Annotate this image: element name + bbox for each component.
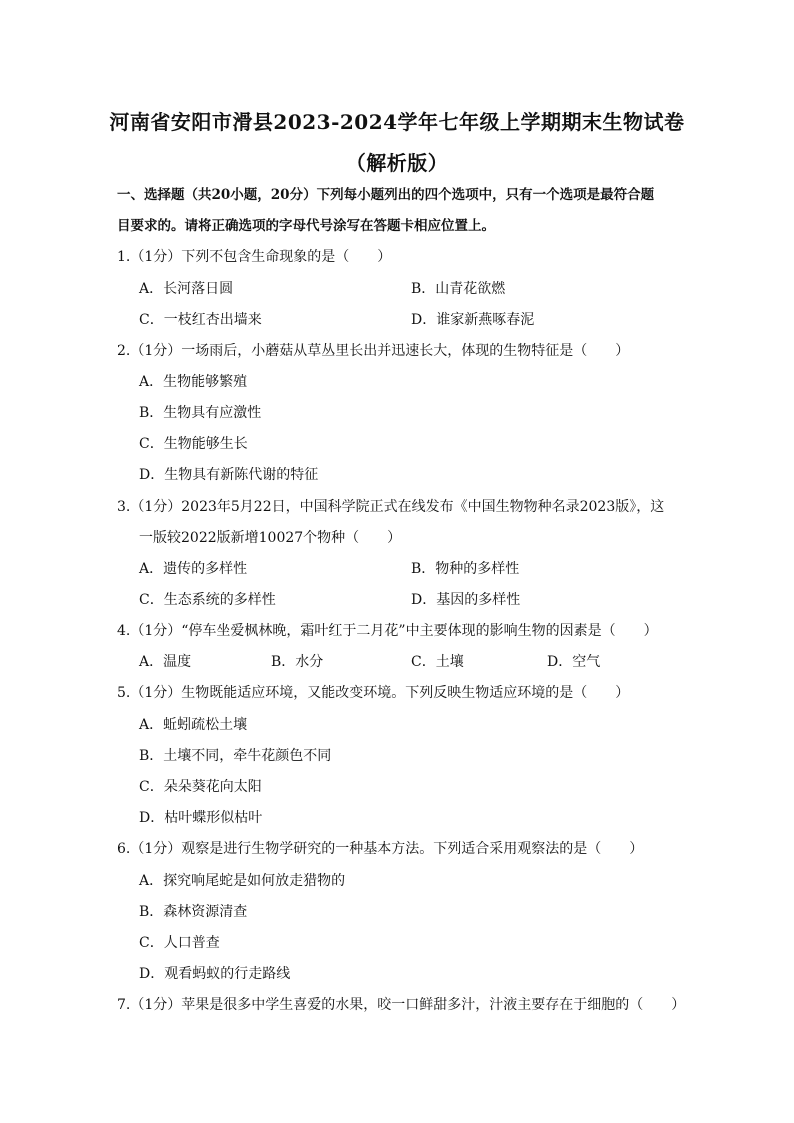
question-3-option-b: B．物种的多样性: [411, 561, 520, 577]
question-1-stem: 1.（1分）下列不包含生命现象的是（ ）: [117, 249, 392, 265]
question-1-option-d: D．谁家新燕啄春泥: [411, 312, 535, 328]
question-1-option-a: A．长河落日圆: [139, 281, 234, 297]
question-1-option-c: C．一枝红杏出墙来: [139, 312, 262, 328]
section-instructions-line-2: 目要求的。请将正确选项的字母代号涂写在答题卡相应位置上。: [117, 218, 495, 234]
question-7-stem: 7.（1分）苹果是很多中学生喜爱的水果，咬一口鲜甜多汁，汁液主要存在于细胞的（ ）: [117, 997, 686, 1013]
question-2-option-a: A．生物能够繁殖: [139, 374, 248, 390]
question-5-option-c: C．朵朵葵花向太阳: [139, 779, 262, 795]
question-2-stem: 2.（1分）一场雨后，小蘑菇从草丛里长出并迅速长大，体现的生物特征是（ ）: [117, 343, 630, 359]
question-3-stem: 3.（1分）2023年5月22日，中国科学院正式在线发布《中国生物物种名录2023版》，这: [117, 499, 665, 515]
question-3-option-d: D．基因的多样性: [411, 592, 521, 608]
question-1-option-b: B．山青花欲燃: [411, 281, 506, 297]
question-4-option-d: D．空气: [547, 654, 601, 670]
question-5-option-b: B．土壤不同，牵牛花颜色不同: [139, 748, 332, 764]
question-3-option-c: C．生态系统的多样性: [139, 592, 276, 608]
exam-title: 河南省安阳市滑县2023-2024学年七年级上学期期末生物试卷: [109, 110, 685, 134]
question-2-option-c: C．生物能够生长: [139, 436, 248, 452]
question-2-option-d: D．生物具有新陈代谢的特征: [139, 467, 319, 483]
question-6-option-a: A．探究响尾蛇是如何放走猎物的: [139, 873, 346, 889]
question-4-stem: 4.（1分）“停车坐爱枫林晚，霜叶红于二月花”中主要体现的影响生物的因素是（ ）: [117, 623, 658, 639]
question-3-option-a: A．遗传的多样性: [139, 561, 248, 577]
question-3-stem-continued: 一版较2022版新增10027个物种（ ）: [139, 530, 402, 546]
exam-subtitle: （解析版）: [345, 151, 449, 175]
question-4-option-a: A．温度: [139, 654, 192, 670]
question-5-option-a: A．蚯蚓疏松土壤: [139, 717, 248, 733]
question-5-option-d: D．枯叶蝶形似枯叶: [139, 810, 263, 826]
question-4-option-b: B．水分: [271, 654, 324, 670]
question-6-option-d: D．观看蚂蚁的行走路线: [139, 966, 291, 982]
question-6-option-b: B．森林资源清查: [139, 904, 248, 920]
question-6-stem: 6.（1分）观察是进行生物学研究的一种基本方法。下列适合采用观察法的是（ ）: [117, 841, 644, 857]
question-2-option-b: B．生物具有应激性: [139, 405, 262, 421]
question-6-option-c: C．人口普查: [139, 935, 220, 951]
question-5-stem: 5.（1分）生物既能适应环境，又能改变环境。下列反映生物适应环境的是（ ）: [117, 685, 630, 701]
section-instructions-line-1: 一、选择题（共20小题，20分）下列每小题列出的四个选项中，只有一个选项是最符合题: [117, 187, 655, 203]
question-4-option-c: C．土壤: [411, 654, 464, 670]
